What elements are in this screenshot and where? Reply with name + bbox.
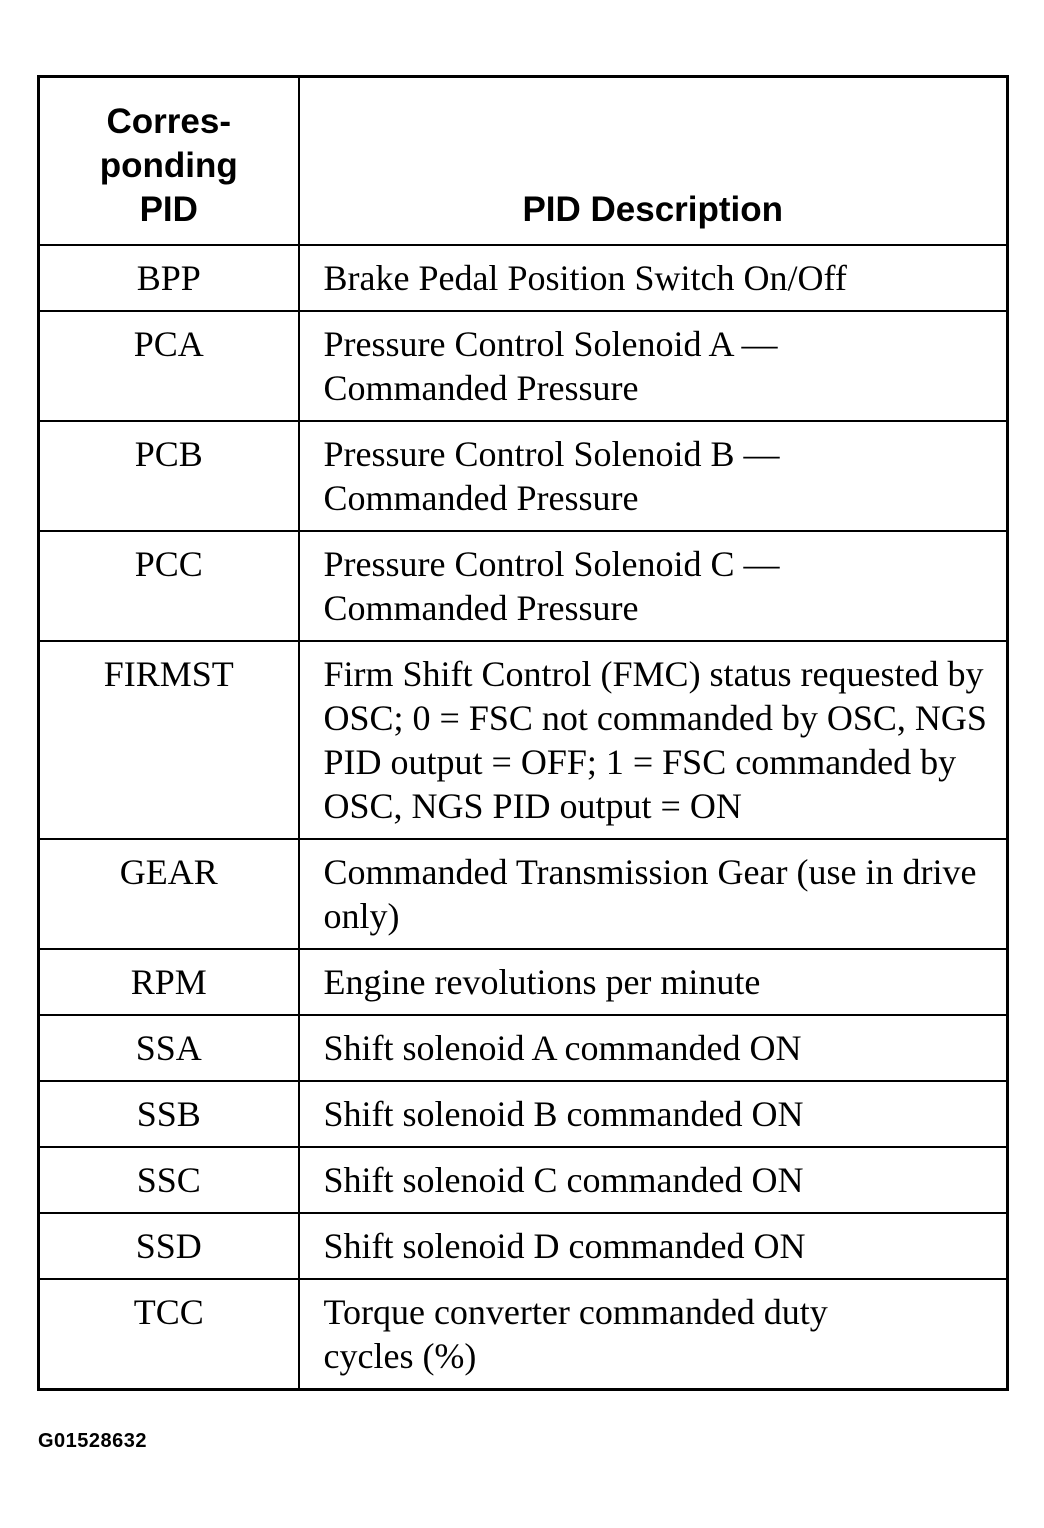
table-row bbox=[39, 1279, 1008, 1390]
header-corresponding-pid: Corres- ponding PID bbox=[39, 77, 299, 246]
description-cell: Commanded Transmission Gear (use in drive only) bbox=[299, 839, 1008, 949]
description-cell: Firm Shift Control (FMC) status requested by OSC; 0 = FSC not commanded by OSC, NGS PID output = OFF; 1 = FSC commanded by OSC, NGS PID output = ON bbox=[299, 641, 1008, 839]
description-cell: Torque converter commanded duty cycles (%) bbox=[299, 1279, 1008, 1390]
pid-cell: PCB bbox=[39, 421, 299, 531]
pid-cell: FIRMST bbox=[39, 641, 299, 839]
description-cell: Pressure Control Solenoid C — Commanded Pressure bbox=[299, 531, 1008, 641]
figure-id: G01528632 bbox=[38, 1430, 148, 1452]
pid-cell: SSA bbox=[39, 1015, 299, 1081]
pid-cell: GEAR bbox=[39, 839, 299, 949]
description-cell: Engine revolutions per minute bbox=[299, 949, 1008, 1015]
table-row bbox=[39, 245, 1008, 311]
table-row bbox=[39, 949, 1008, 1015]
table-row bbox=[39, 1015, 1008, 1081]
description-cell: Shift solenoid B commanded ON bbox=[299, 1081, 1008, 1147]
header-row bbox=[39, 77, 1008, 246]
table-row bbox=[39, 531, 1008, 641]
description-cell: Brake Pedal Position Switch On/Off bbox=[299, 245, 1008, 311]
description-cell: Pressure Control Solenoid A — Commanded Pressure bbox=[299, 311, 1008, 421]
table-row bbox=[39, 1147, 1008, 1213]
pid-cell: SSB bbox=[39, 1081, 299, 1147]
description-cell: Shift solenoid A commanded ON bbox=[299, 1015, 1008, 1081]
table-row bbox=[39, 311, 1008, 421]
pid-table bbox=[37, 75, 1009, 1391]
header-pid-description: PID Description bbox=[299, 77, 1008, 246]
table-row bbox=[39, 839, 1008, 949]
table-row bbox=[39, 1081, 1008, 1147]
table-row bbox=[39, 421, 1008, 531]
pid-cell: RPM bbox=[39, 949, 299, 1015]
pid-cell: PCA bbox=[39, 311, 299, 421]
description-cell: Shift solenoid D commanded ON bbox=[299, 1213, 1008, 1279]
table-row bbox=[39, 1213, 1008, 1279]
pid-cell: SSD bbox=[39, 1213, 299, 1279]
pid-cell: BPP bbox=[39, 245, 299, 311]
table-row bbox=[39, 641, 1008, 839]
description-cell: Shift solenoid C commanded ON bbox=[299, 1147, 1008, 1213]
description-cell: Pressure Control Solenoid B — Commanded Pressure bbox=[299, 421, 1008, 531]
pid-cell: SSC bbox=[39, 1147, 299, 1213]
pid-cell: PCC bbox=[39, 531, 299, 641]
pid-cell: TCC bbox=[39, 1279, 299, 1390]
